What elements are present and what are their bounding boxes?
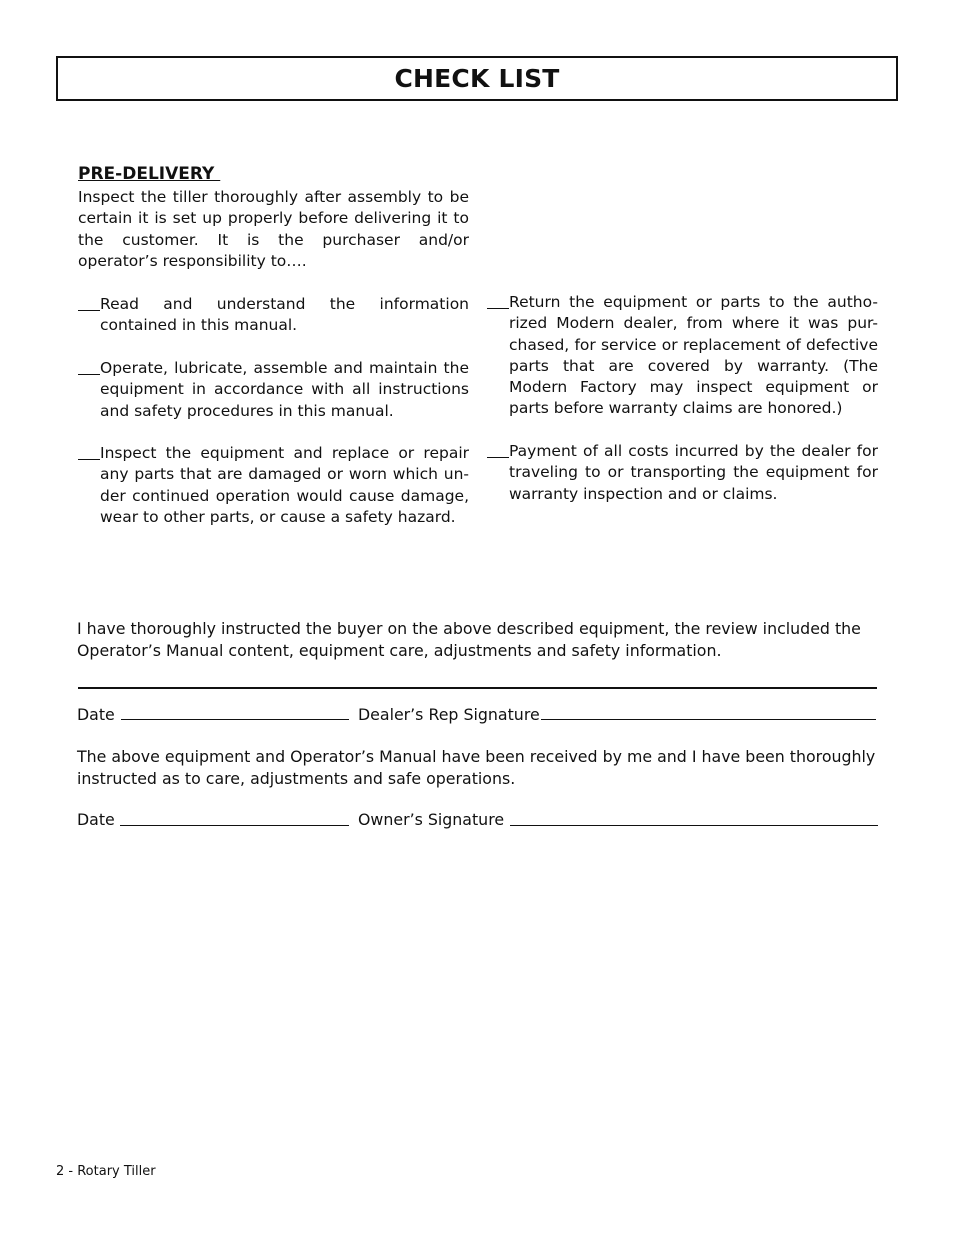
checklist-item-return — [487, 292, 878, 420]
checkbox-blank[interactable] — [78, 359, 100, 375]
dealer-signature-label: Dealer’s Rep Signature — [358, 705, 540, 724]
owner-signature-row — [77, 810, 878, 834]
checklist-item-inspect — [78, 443, 469, 528]
predelivery-intro: Inspect the tiller thoroughly after assembly to be certain it is set up properly before delivering it to the customer. It is the purchaser and/or operator’s responsibility to…. — [78, 188, 469, 270]
dealer-signature-row — [77, 705, 878, 729]
checkbox-blank[interactable] — [487, 293, 509, 309]
checklist-item-text: Read and understand the information contained in this manual. — [100, 295, 469, 335]
checkbox-blank[interactable] — [78, 444, 100, 460]
dealer-signature-field[interactable] — [541, 719, 876, 720]
owner-signature-field[interactable] — [510, 825, 878, 826]
date-label: Date — [77, 810, 115, 829]
checklist-item-text: Inspect the equipment and replace or repair any parts that are damaged or worn which un- der continued operation would cause damage, wear to other parts, or cause a safety hazard. — [100, 444, 469, 526]
date-label: Date — [77, 705, 115, 724]
title-box — [56, 56, 898, 101]
page-title: CHECK LIST — [394, 64, 560, 93]
page-footer: 2 - Rotary Tiller — [56, 1164, 156, 1179]
section-heading-predelivery: PRE-DELIVERY — [78, 164, 221, 184]
divider — [78, 687, 877, 689]
date-field[interactable] — [120, 825, 349, 826]
owner-signature-label: Owner’s Signature — [358, 810, 505, 829]
checklist-item-operate — [78, 358, 469, 422]
checklist-item-text: Return the equipment or parts to the autho- rized Modern dealer, from where it was pur- chased, for service or replacement of defective parts that are covered by warranty. (The Modern Factory may inspect equipment or parts before warranty claims are honored.) — [509, 293, 878, 418]
checklist-item-text: Payment of all costs incurred by the dealer for traveling to or transporting the equipment for warranty inspection and or claims. — [509, 442, 878, 503]
date-field[interactable] — [121, 719, 349, 720]
checkbox-blank[interactable] — [78, 295, 100, 311]
checklist-item-payment — [487, 441, 878, 505]
checklist-item-read-manual — [78, 294, 469, 337]
checklist-item-text: Operate, lubricate, assemble and maintain the equipment in accordance with all instructions and safety procedures in this manual. — [100, 359, 469, 420]
owner-statement: The above equipment and Operator’s Manual have been received by me and I have been thoroughly instructed as to care, adjustments and safe operations. — [77, 747, 876, 788]
checkbox-blank[interactable] — [487, 442, 509, 458]
dealer-statement: I have thoroughly instructed the buyer on the above described equipment, the review included the Operator’s Manual content, equipment care, adjustments and safety information. — [77, 619, 861, 660]
